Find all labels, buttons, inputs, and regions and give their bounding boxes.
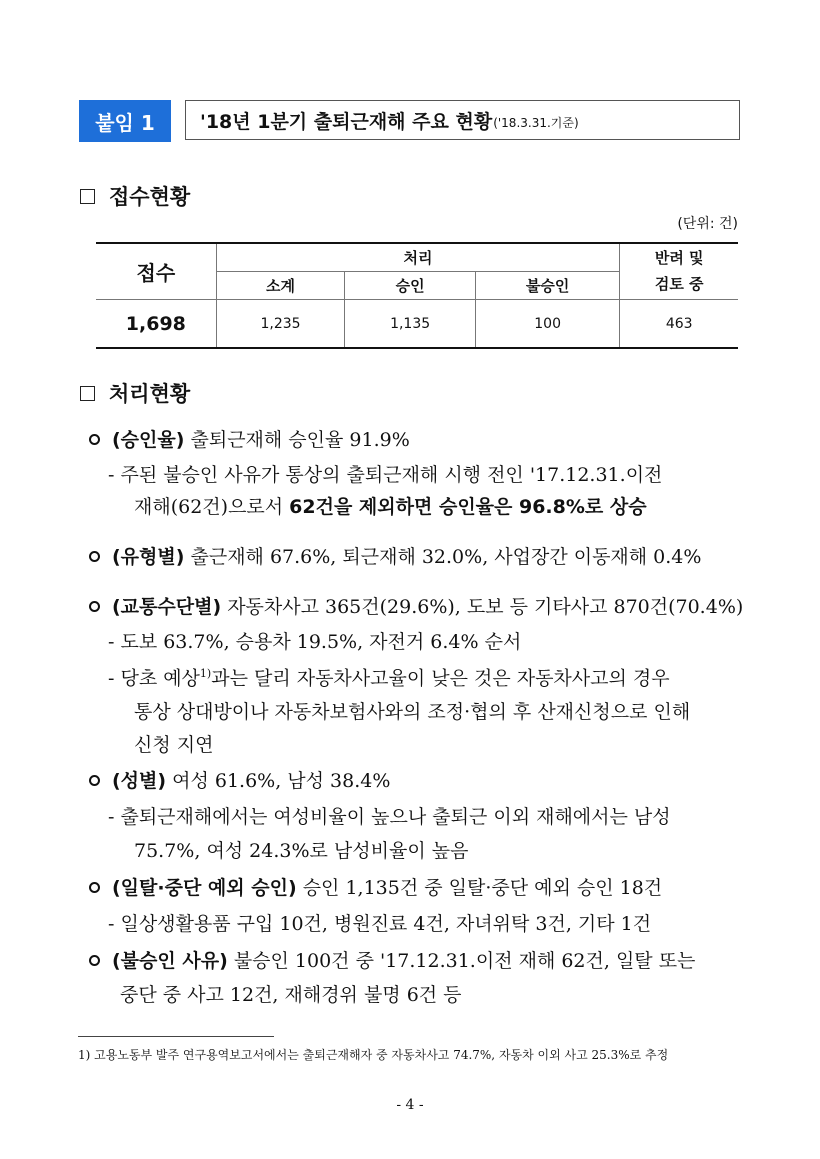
circle-bullet-icon	[89, 601, 100, 612]
value-subtotal: 1,235	[216, 300, 345, 349]
circle-bullet-icon	[89, 434, 100, 445]
bullet-deviation-exception: (일탈·중단 예외 승인) 승인 1,135건 중 일탈·중단 예외 승인 18건	[89, 879, 662, 898]
header-received: 접수	[96, 243, 216, 300]
section-heading-receipt: 접수현황	[80, 181, 190, 211]
value-received: 1,698	[96, 300, 216, 349]
header-pending: 반려 및 검토 중	[620, 243, 738, 300]
sub-approval-reason-cont: 재해(62건)으로서 62건을 제외하면 승인율은 96.8%로 상승	[134, 496, 647, 518]
value-pending: 463	[620, 300, 738, 349]
page-number: - 4 -	[396, 1097, 424, 1113]
section-heading-processing: 처리현황	[80, 378, 190, 408]
sub-approval-reason: - 주된 불승인 사유가 통상의 출퇴근재해 시행 전인 '17.12.31.이전	[108, 464, 663, 486]
sub-rejection-cont: 중단 중 사고 12건, 재해경위 불명 6건 등	[120, 984, 462, 1006]
bullet-rejection-reason: (불승인 사유) 불승인 100건 중 '17.12.31.이전 재해 62건, 일탈 또는	[89, 952, 695, 971]
header-approved: 승인	[345, 272, 476, 300]
sub-transport-note-cont2: 신청 지연	[134, 734, 214, 756]
page-title: '18년 1분기 출퇴근재해 주요 현황	[200, 110, 493, 133]
circle-bullet-icon	[89, 955, 100, 966]
header-rejected: 불승인	[475, 272, 619, 300]
sub-gender-note: - 출퇴근재해에서는 여성비율이 높으나 출퇴근 이외 재해에서는 남성	[108, 806, 671, 828]
title-date-note: ('18.3.31.기준)	[493, 115, 579, 130]
header-subtotal: 소계	[216, 272, 345, 300]
receipt-table	[96, 242, 738, 349]
bullet-by-transport: (교통수단별) 자동차사고 365건(29.6%), 도보 등 기타사고 870건(70.4%)	[89, 598, 743, 617]
footnote-ref: 1)	[199, 667, 212, 680]
checkbox-square-icon	[80, 189, 95, 204]
sub-transport-note: - 당초 예상$^{1)}$과는 달리 자동차사고율이 낮은 것은 자동차사고의 경우	[108, 667, 670, 690]
title-box	[185, 100, 740, 140]
unit-label: (단위: 건)	[677, 216, 738, 232]
header-processed: 처리	[216, 243, 620, 272]
circle-bullet-icon	[89, 882, 100, 893]
bullet-approval-rate: (승인율) 출퇴근재해 승인율 91.9%	[89, 431, 410, 450]
sub-deviation-items: - 일상생활용품 구입 10건, 병원진료 4건, 자녀위탁 3건, 기타 1건	[108, 913, 652, 935]
footnote-divider	[78, 1036, 274, 1037]
checkbox-square-icon	[80, 386, 95, 401]
sub-transport-order: - 도보 63.7%, 승용차 19.5%, 자전거 6.4% 순서	[108, 631, 522, 653]
footnote: 1) 고용노동부 발주 연구용역보고서에서는 출퇴근재해자 중 자동차사고 74.7%, 자동차 이외 사고 25.3%로 추정	[78, 1048, 669, 1062]
bullet-by-type: (유형별) 출근재해 67.6%, 퇴근재해 32.0%, 사업장간 이동재해 0.4%	[89, 548, 701, 567]
circle-bullet-icon	[89, 551, 100, 562]
sub-gender-note-cont: 75.7%, 여성 24.3%로 남성비율이 높음	[134, 840, 469, 862]
sub-transport-note-cont1: 통상 상대방이나 자동차보험사와의 조정·협의 후 산재신청으로 인해	[134, 701, 691, 723]
value-approved: 1,135	[345, 300, 476, 349]
attachment-badge: 붙임 1	[79, 100, 171, 142]
value-rejected: 100	[475, 300, 619, 349]
bullet-by-gender: (성별) 여성 61.6%, 남성 38.4%	[89, 772, 390, 791]
circle-bullet-icon	[89, 775, 100, 786]
